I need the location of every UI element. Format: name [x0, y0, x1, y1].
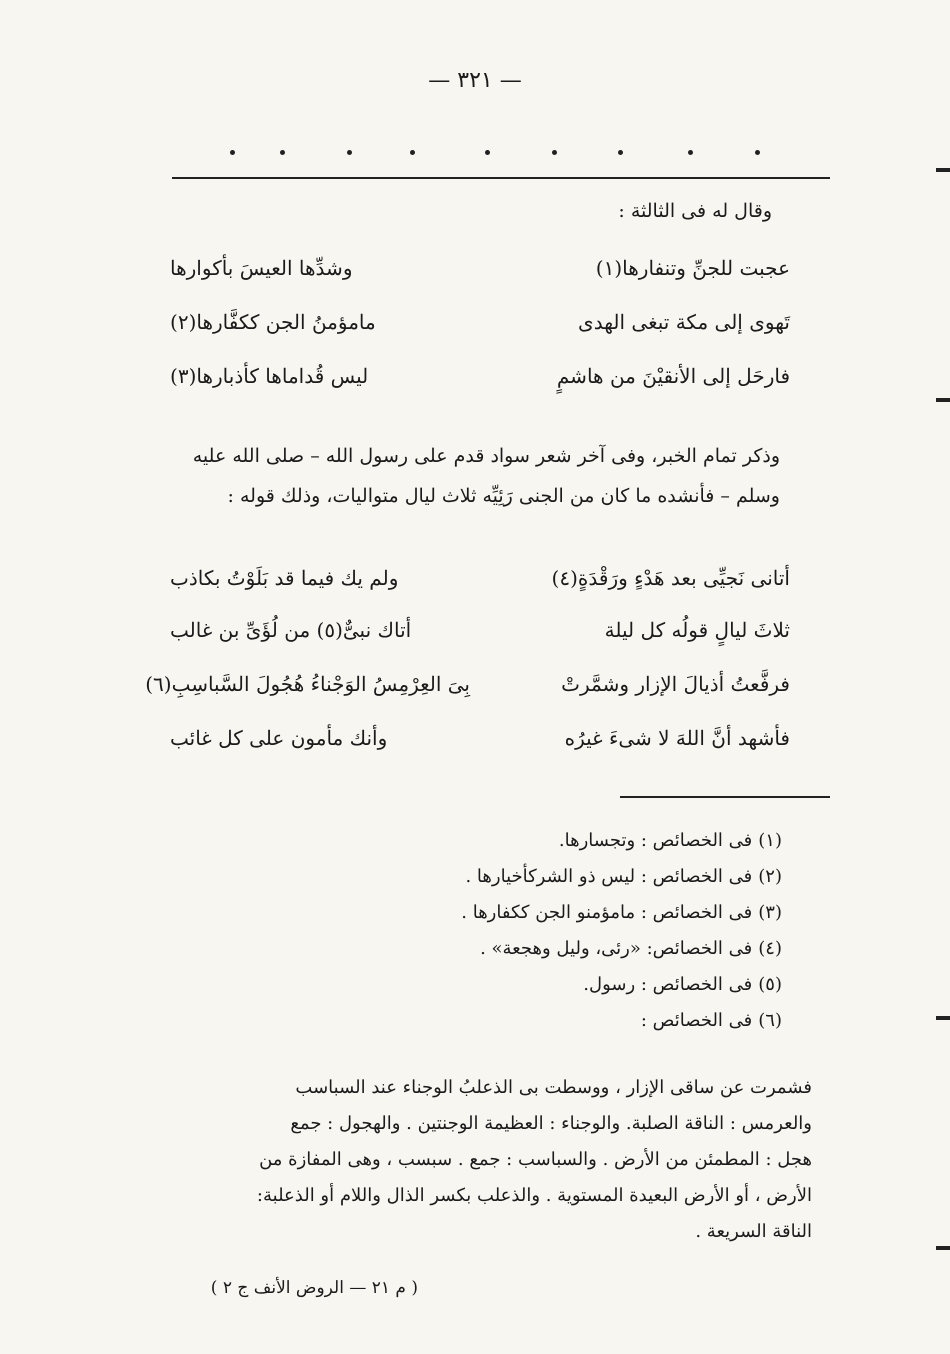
ornament-dot — [688, 150, 693, 155]
ornament-dots — [230, 150, 770, 160]
footnote-rule — [620, 796, 830, 798]
verse-line — [170, 558, 790, 598]
first-hemistich: فأشهد أنَّ اللهَ لا شىءَ غيرُه — [564, 726, 790, 750]
page-signature: ( م ٢١ — الروض الأنف ج ٢ ) — [210, 1278, 418, 1298]
footnote-number: (٢) — [758, 865, 782, 887]
second-hemistich: أتاك نبىٌّ(٥) من لُؤَىِّ بن غالب — [170, 618, 412, 642]
ornament-dot — [347, 150, 352, 155]
verse-line — [170, 718, 790, 758]
footnotes — [322, 822, 782, 1038]
edge-mark — [936, 168, 950, 172]
footnote-number: (٦) — [758, 1009, 782, 1031]
footnote — [322, 930, 782, 966]
ornament-dot — [755, 150, 760, 155]
first-hemistich: ثلاثَ ليالٍ قولُه كل ليلة — [604, 618, 790, 642]
footnote-text: فى الخصائص : مامؤمنو الجن ككفارها . — [461, 901, 753, 923]
commentary-line: والعرمس : الناقة الصلبة. والوجناء : العظيمة الوجنتين . والهجول : جمع — [290, 1113, 812, 1134]
verse-line — [170, 356, 790, 396]
commentary-line: الأرض ، أو الأرض البعيدة المستوية . والذعلب بكسر الذال واللام أو الذعلبة: — [256, 1185, 812, 1206]
footnote-text: فى الخصائص : وتجسارها. — [558, 829, 753, 851]
prose-line: وذكر تمام الخبر، وفى آخر شعر سواد قدم على رسول الله – صلى الله عليه — [192, 445, 780, 467]
footnote-number: (١) — [758, 829, 782, 851]
ornament-dot — [552, 150, 557, 155]
edge-mark — [936, 398, 950, 402]
edge-mark — [936, 1246, 950, 1250]
footnote-text: فى الخصائص : ليس ذو الشركأخيارها . — [465, 865, 753, 887]
ornament-dot — [485, 150, 490, 155]
footnote-number: (٣) — [758, 901, 782, 923]
verse-line — [145, 664, 790, 704]
footnote — [322, 1002, 782, 1038]
commentary-line: هجل : المطمئن من الأرض . والسباسب : جمع . سبسب ، وهى المفازة من — [259, 1149, 812, 1170]
second-hemistich: بِىَ العِرْمِسُ الوَجْناءُ هُجُولَ السَّباسِبِ(٦) — [145, 672, 470, 696]
intro-line: وقال له فى الثالثة : — [618, 200, 772, 222]
verse-line — [170, 248, 790, 288]
footnote-text: فى الخصائص: «رئى، وليل وهجعة» . — [480, 937, 753, 959]
first-hemistich: تَهوى إلى مكة تبغى الهدى — [578, 310, 790, 334]
second-hemistich: مامؤمنُ الجن ككفَّارها(٢) — [170, 310, 376, 334]
second-hemistich: ليس قُداماها كأذبارها(٣) — [170, 364, 369, 388]
ornament-dot — [280, 150, 285, 155]
prose-paragraph — [140, 436, 780, 516]
footnote-number: (٤) — [758, 937, 782, 959]
ornament-dot — [410, 150, 415, 155]
second-hemistich: وأنك مأمون على كل غائب — [170, 726, 388, 750]
second-hemistich: ولم يك فيما قد بَلَوْتُ بكاذب — [170, 566, 399, 590]
prose-line: وسلم – فأنشده ما كان من الجنى رَئِيِّه ثلاث ليال متواليات، وذلك قوله : — [227, 485, 780, 507]
ornament-dot — [230, 150, 235, 155]
commentary — [140, 1070, 812, 1250]
footnote — [322, 966, 782, 1002]
second-hemistich: وشدِّها العيسَ بأكوارها — [170, 256, 353, 280]
verse-line — [170, 610, 790, 650]
first-hemistich: عجبت للجنِّ وتنفارها(١) — [595, 256, 790, 280]
edge-mark — [936, 1016, 950, 1020]
footnote — [322, 858, 782, 894]
verse-line — [170, 302, 790, 342]
ornament-dot — [618, 150, 623, 155]
footnote — [322, 822, 782, 858]
footnote-number: (٥) — [758, 973, 782, 995]
commentary-line: الناقة السريعة . — [695, 1221, 812, 1242]
header-rule — [172, 177, 830, 179]
first-hemistich: فارحَل إلى الأنقيْنَ من هاشمٍ — [556, 364, 790, 388]
commentary-line: فشمرت عن ساقى الإزار ، ووسطت بى الذعلبُ الوجناء عند السباسب — [295, 1077, 812, 1098]
first-hemistich: فرفَّعتُ أذيالَ الإزار وشمَّرتْ — [561, 672, 790, 696]
footnote-text: فى الخصائص : رسول. — [583, 973, 753, 995]
page-number: — ٣٢١ — — [428, 68, 522, 93]
first-hemistich: أتانى نَجيِّى بعد هَدْءٍ ورَقْدَةٍ(٤) — [551, 566, 790, 590]
footnote — [322, 894, 782, 930]
footnote-text: فى الخصائص : — [640, 1009, 753, 1031]
